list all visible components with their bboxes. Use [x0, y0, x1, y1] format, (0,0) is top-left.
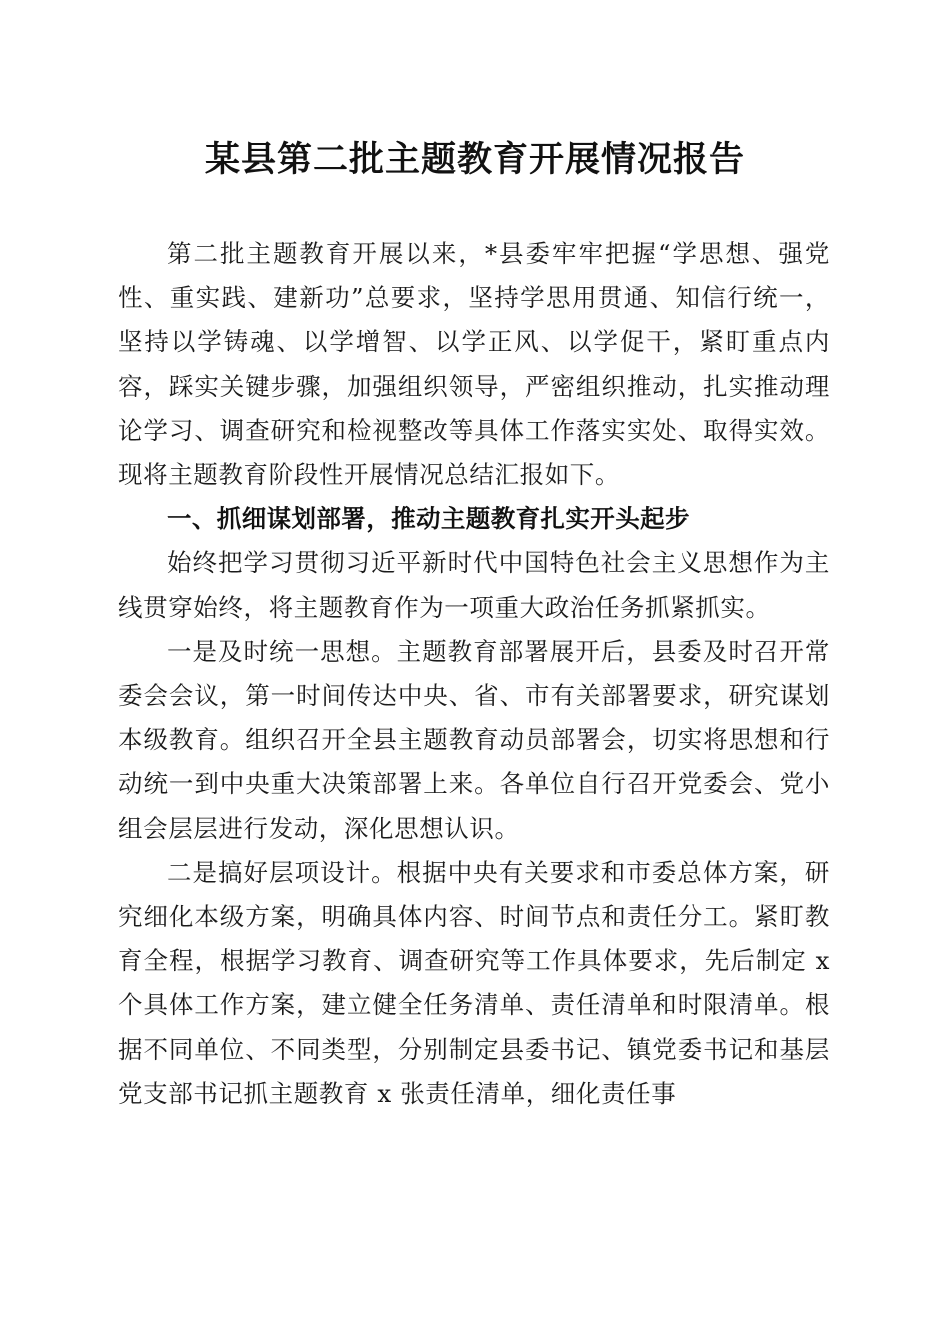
section-1-paragraph: 始终把学习贯彻习近平新时代中国特色社会主义思想作为主线贯穿始终，将主题教育作为一项重大政治任务抓紧抓实。 — [118, 548, 830, 622]
intro-paragraph: 第二批主题教育开展以来，*县委牢牢把握“学思想、强党性、重实践、建新功”总要求，坚持学思用贯通、知信行统一，坚持以学铸魂、以学增智、以学正风、以学促干，紧盯重点内容，踩实关键步骤，加强组织领导，严密组织推动，扎实推动理论学习、调查研究和检视整改等具体工作落实实处、取得实效。现将主题教育阶段性开展情况总结汇报如下。 — [118, 239, 830, 490]
item-1-lead: 一是及时统一思想。 — [167, 636, 397, 666]
item-2-paragraph — [118, 851, 830, 1116]
section-heading-1: 一、抓细谋划部署，推动主题教育扎实开头起步 — [167, 504, 690, 534]
item-2-text: 根据中央有关要求和市委总体方案，研究细化本级方案，明确具体内容、时间节点和责任分工。紧盯教育全程，根据学习教育、调查研究等工作具体要求，先后制定 x 个具体工作方案，建立健全任务清单、责任清单和时限清单。根据不同单位、不同类型，分别制定县委书记、镇党委书记和基层党支部书记抓主题教育 x 张责任清单，细化责任事 — [118, 857, 830, 1108]
document-title: 某县第二批主题教育开展情况报告 — [204, 139, 745, 180]
document-body — [118, 232, 830, 1116]
item-1-paragraph — [118, 630, 830, 851]
item-1-text: 主题教育部署展开后，县委及时召开常委会会议，第一时间传达中央、省、市有关部署要求，研究谋划本级教育。组织召开全县主题教育动员部署会，切实将思想和行动统一到中央重大决策部署上来。各单位自行召开党委会、党小组会层层进行发动，深化思想认识。 — [118, 636, 830, 843]
item-2-lead: 二是搞好层项设计。 — [167, 857, 397, 887]
